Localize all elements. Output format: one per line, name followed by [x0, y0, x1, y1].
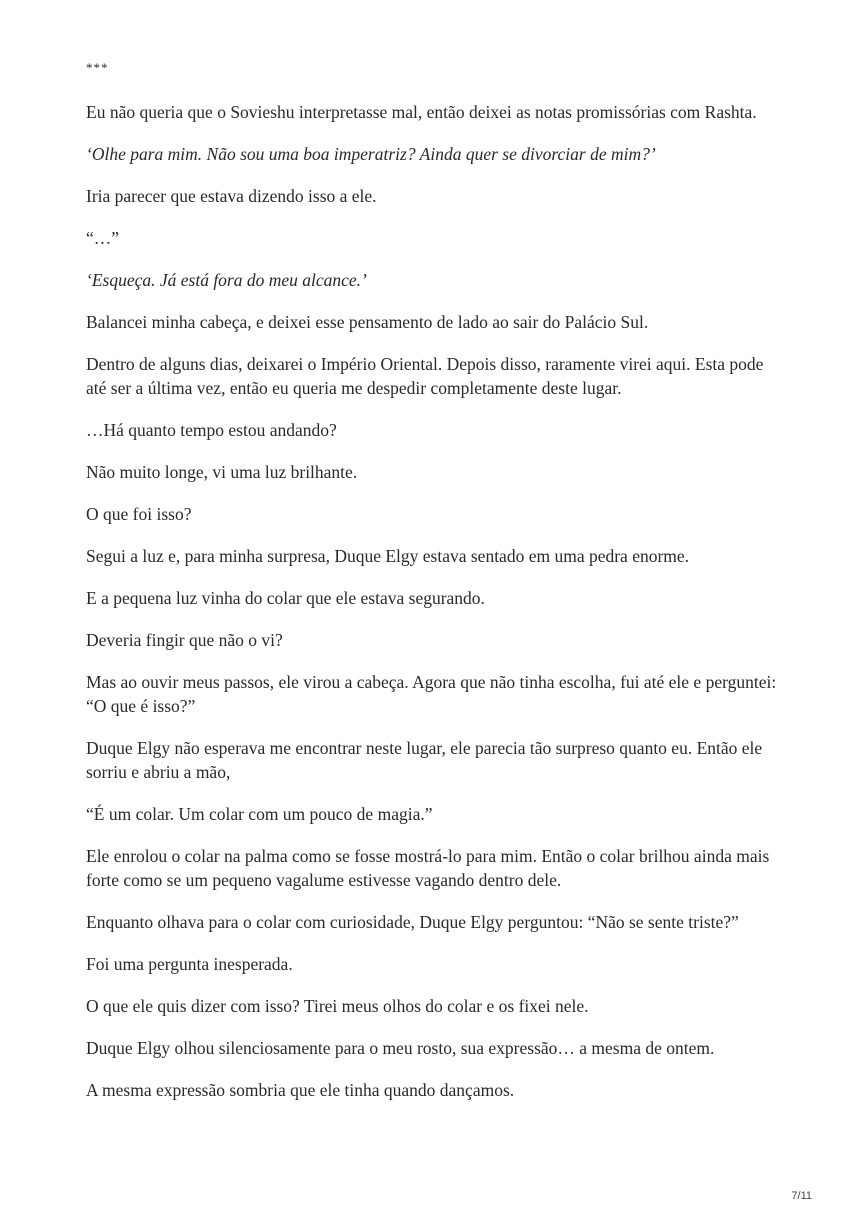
paragraph: Mas ao ouvir meus passos, ele virou a cabeça. Agora que não tinha escolha, fui até ele e perguntei: “O que é isso?”	[86, 672, 777, 716]
paragraph: Iria parecer que estava dizendo isso a ele.	[86, 186, 377, 206]
paragraph: Duque Elgy olhou silenciosamente para o meu rosto, sua expressão… a mesma de ontem.	[86, 1038, 715, 1058]
paragraph: ‘Esqueça. Já está fora do meu alcance.’	[86, 270, 367, 290]
document-page	[86, 60, 786, 1120]
paragraph: Deveria fingir que não o vi?	[86, 630, 283, 650]
paragraph: Não muito longe, vi uma luz brilhante.	[86, 462, 358, 482]
paragraph: “…”	[86, 228, 120, 248]
section-separator: ***	[86, 60, 109, 75]
paragraph: Eu não queria que o Sovieshu interpretasse mal, então deixei as notas promissórias com Rashta.	[86, 102, 757, 122]
paragraph: Duque Elgy não esperava me encontrar neste lugar, ele parecia tão surpreso quanto eu. Então ele sorriu e abriu a mão,	[86, 738, 763, 782]
paragraph: ‘Olhe para mim. Não sou uma boa imperatriz? Ainda quer se divorciar de mim?’	[86, 144, 656, 164]
paragraph: O que foi isso?	[86, 504, 192, 524]
paragraph-list	[86, 100, 786, 1102]
page-number: 7/11	[791, 1190, 812, 1202]
paragraph: Enquanto olhava para o colar com curiosidade, Duque Elgy perguntou: “Não se sente triste?”	[86, 912, 739, 932]
paragraph: Ele enrolou o colar na palma como se fosse mostrá-lo para mim. Então o colar brilhou ainda mais forte como se um pequeno vagalume estivesse vagando dentro dele.	[86, 846, 770, 890]
paragraph: O que ele quis dizer com isso? Tirei meus olhos do colar e os fixei nele.	[86, 996, 589, 1016]
paragraph: Dentro de alguns dias, deixarei o Império Oriental. Depois disso, raramente virei aqui. Esta pode até ser a última vez, então eu queria me despedir completamente deste lugar.	[86, 354, 764, 398]
paragraph: Foi uma pergunta inesperada.	[86, 954, 293, 974]
paragraph: Balancei minha cabeça, e deixei esse pensamento de lado ao sair do Palácio Sul.	[86, 312, 649, 332]
paragraph: E a pequena luz vinha do colar que ele estava segurando.	[86, 588, 485, 608]
paragraph: A mesma expressão sombria que ele tinha quando dançamos.	[86, 1080, 515, 1100]
paragraph: “É um colar. Um colar com um pouco de magia.”	[86, 804, 433, 824]
paragraph: Segui a luz e, para minha surpresa, Duque Elgy estava sentado em uma pedra enorme.	[86, 546, 690, 566]
paragraph: …Há quanto tempo estou andando?	[86, 420, 337, 440]
